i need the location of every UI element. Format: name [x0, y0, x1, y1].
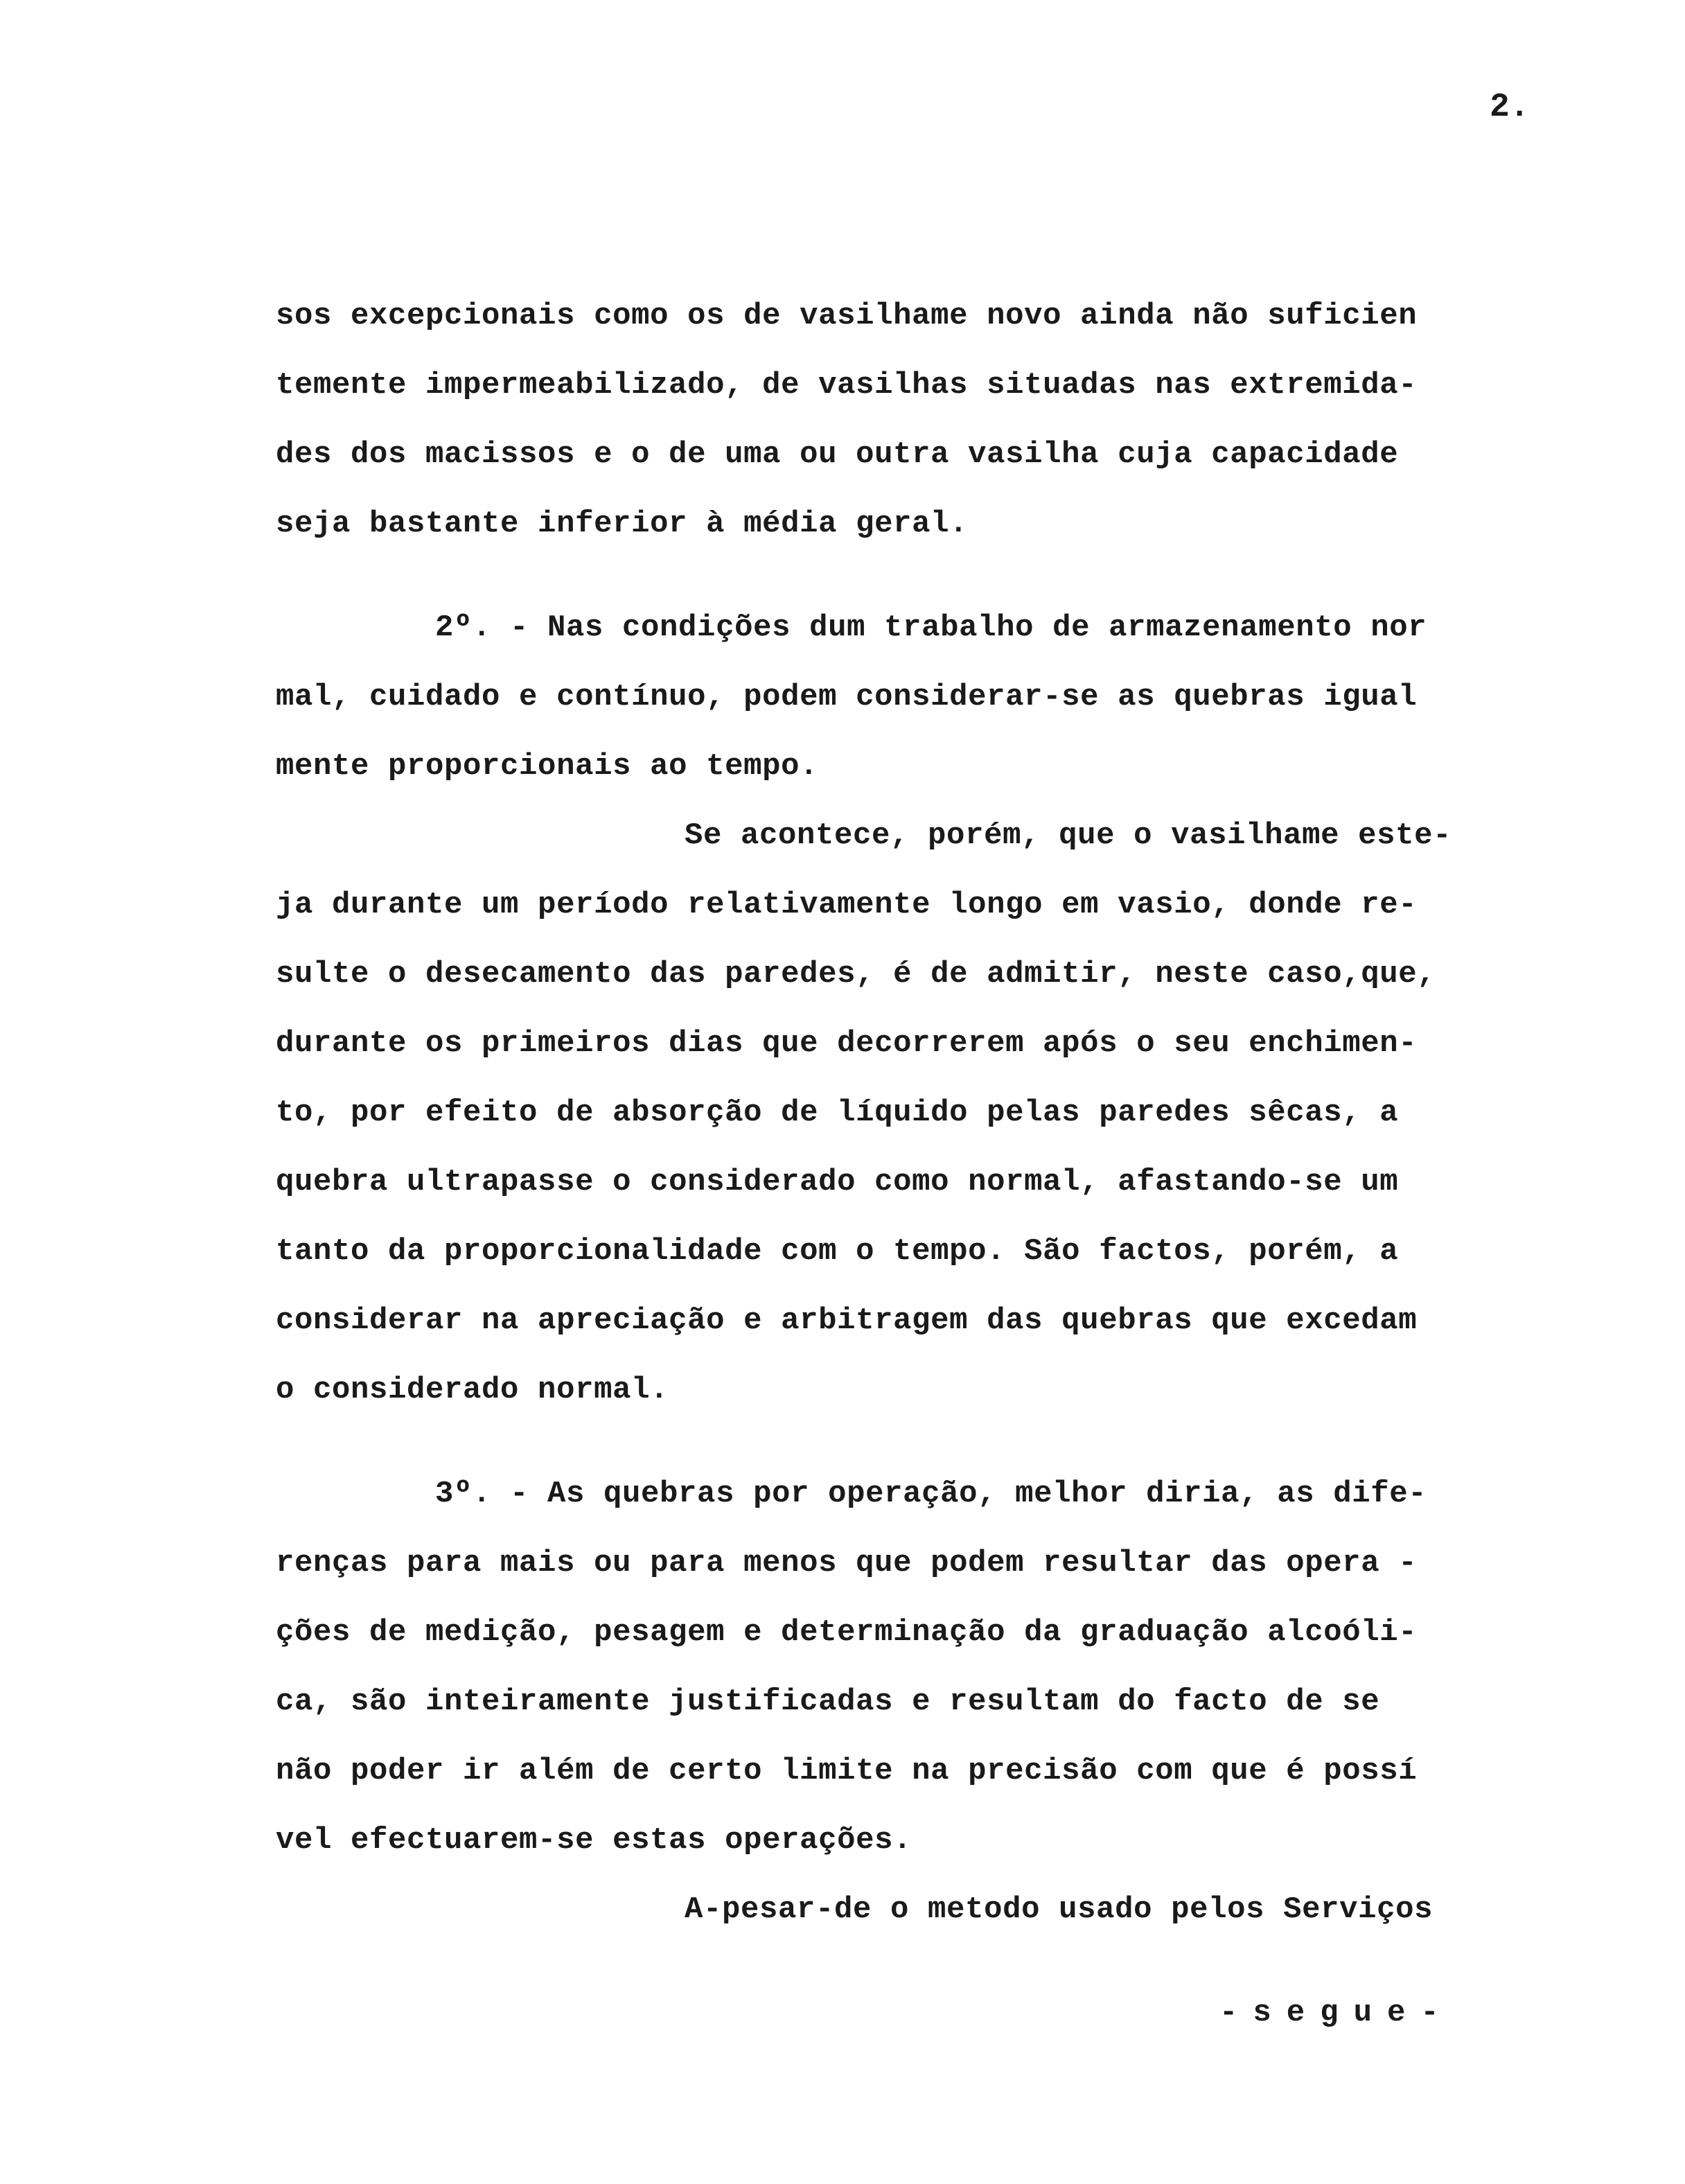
- text-line: des dos macissos e o de uma ou outra vasilha cuja capacidade: [276, 437, 1399, 472]
- text-line: ca, são inteiramente justificadas e resultam do facto de se: [276, 1684, 1380, 1719]
- text-line: A-pesar-de o metodo usado pelos Serviços: [685, 1892, 1433, 1927]
- text-line: mente proporcionais ao tempo.: [276, 749, 819, 784]
- text-line: 3º. - As quebras por operação, melhor diria, as dife-: [435, 1477, 1427, 1511]
- text-line: durante os primeiros dias que decorrerem após o seu enchimen-: [276, 1026, 1418, 1061]
- text-line: o considerado normal.: [276, 1373, 669, 1407]
- text-line: vel efectuarem-se estas operações.: [276, 1823, 912, 1858]
- page-number: 2.: [1490, 89, 1530, 126]
- text-line: mal, cuidado e contínuo, podem considerar-se as quebras igual: [276, 680, 1418, 714]
- footer-continuation: -segue-: [1219, 1996, 1454, 2030]
- text-line: quebra ultrapasse o considerado como normal, afastando-se um: [276, 1165, 1399, 1199]
- text-line: sos excepcionais como os de vasilhame novo ainda não suficien: [276, 299, 1418, 333]
- text-line: ções de medição, pesagem e determinação da graduação alcoóli-: [276, 1615, 1418, 1650]
- text-line: to, por efeito de absorção de líquido pelas paredes sêcas, a: [276, 1095, 1399, 1130]
- text-line: Se acontece, porém, que o vasilhame este-: [685, 818, 1452, 853]
- text-line: renças para mais ou para menos que podem resultar das opera -: [276, 1546, 1418, 1580]
- text-line: ja durante um período relativamente longo em vasio, donde re-: [276, 888, 1418, 922]
- text-line: não poder ir além de certo limite na precisão com que é possí: [276, 1754, 1418, 1788]
- text-line: 2º. - Nas condições dum trabalho de armazenamento nor: [435, 610, 1427, 645]
- text-line: tanto da proporcionalidade com o tempo. São factos, porém, a: [276, 1234, 1399, 1269]
- text-line: sulte o desecamento das paredes, é de admitir, neste caso,que,: [276, 957, 1436, 992]
- text-line: seja bastante inferior à média geral.: [276, 507, 969, 541]
- text-line: temente impermeabilizado, de vasilhas situadas nas extremida-: [276, 368, 1418, 403]
- text-line: considerar na apreciação e arbitragem das quebras que excedam: [276, 1303, 1418, 1338]
